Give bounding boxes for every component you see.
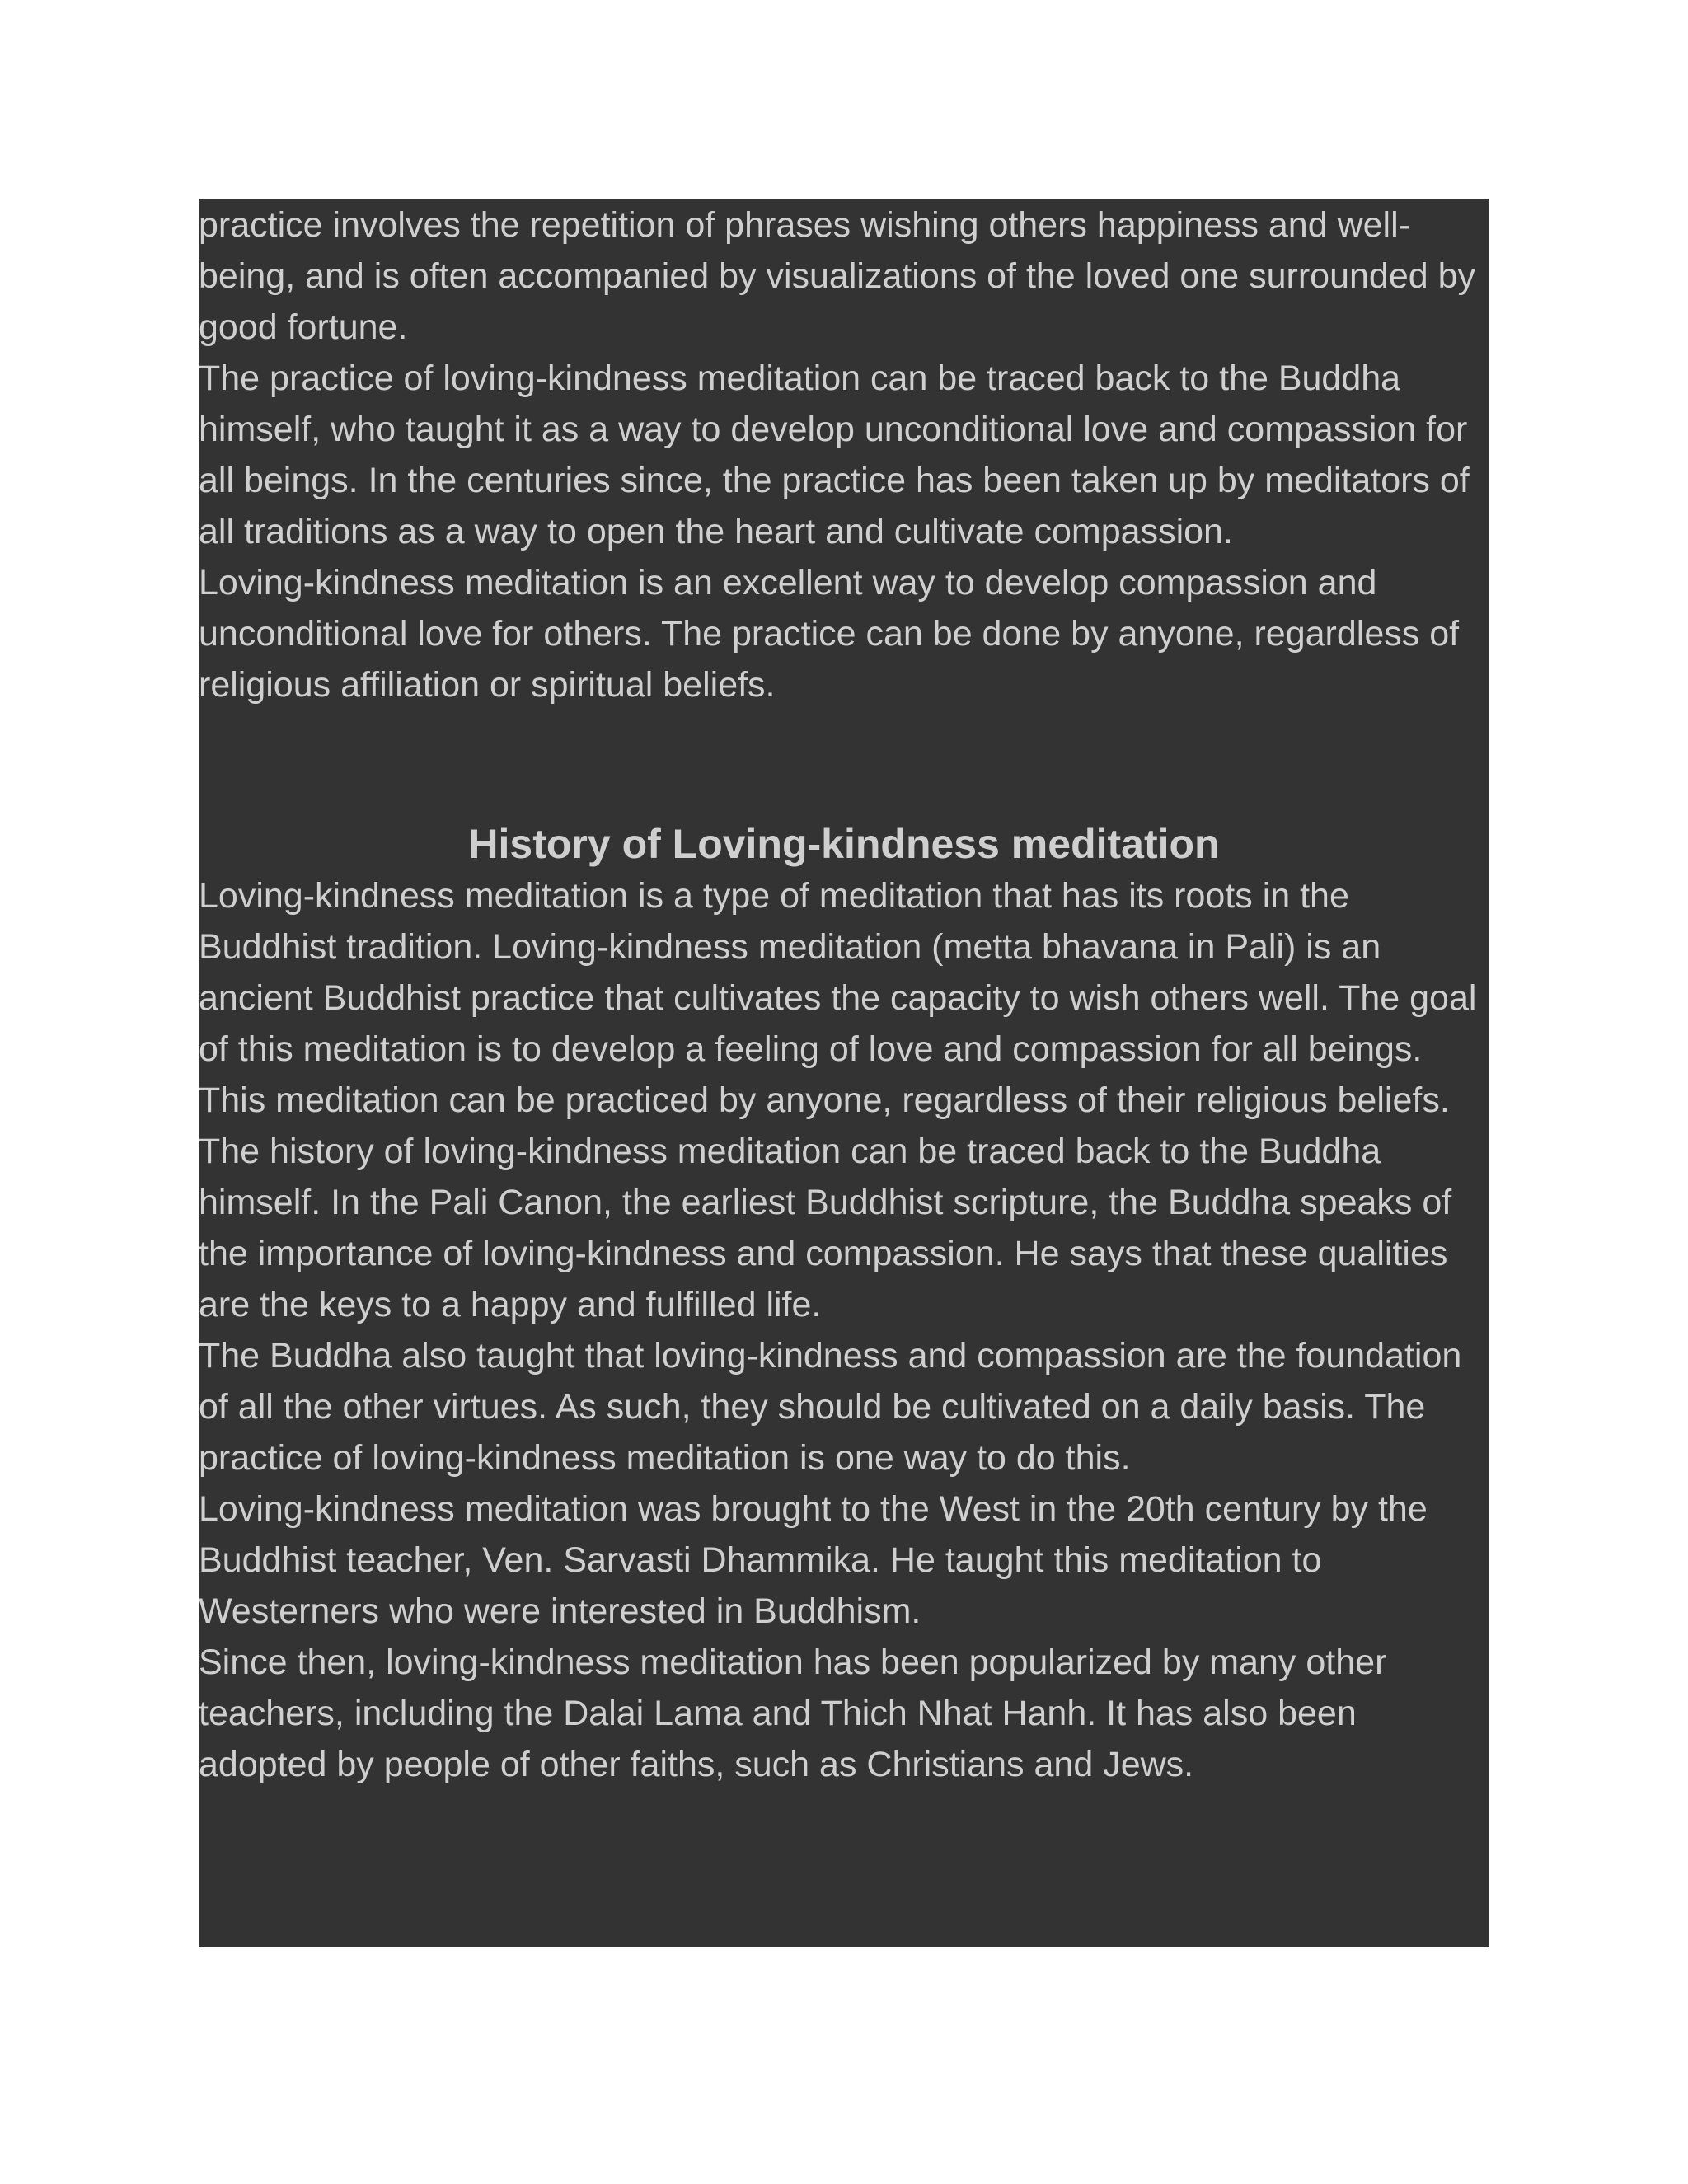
document-text-block (199, 199, 1489, 1947)
section-heading: History of Loving-kindness meditation (468, 821, 1220, 867)
section-paragraph-1: Loving-kindness meditation is a type of meditation that has its roots in the Buddhist tradition. Loving-kindness meditation (metta bhavana in Pali) is an ancient Buddhist practice that cultivates the capacity to wish others well. The goal of this meditation is to develop a feeling of love and compassion for all beings. This meditation can be practiced by anyone, regardless of their religious beliefs. (199, 876, 1477, 1120)
section-paragraph-4: Loving-kindness meditation was brought to the West in the 20th century by the Buddhist teacher, Ven. Sarvasti Dhammika. He taught this meditation to Westerners who were interested in Buddhism. (199, 1489, 1428, 1631)
section-paragraph-5: Since then, loving-kindness meditation has been popularized by many other teachers, including the Dalai Lama and Thich Nhat Hanh. It has also been adopted by people of other faiths, such as Christians and Jews. (199, 1643, 1387, 1784)
intro-paragraph-2: The practice of loving-kindness meditation can be traced back to the Buddha himself, who taught it as a way to develop unconditional love and compassion for all beings. In the centuries since, the practice has been taken up by meditators of all traditions as a way to open the heart and cultivate compassion. (199, 359, 1470, 551)
section-spacer (199, 710, 1489, 813)
intro-paragraph-3: Loving-kindness meditation is an excellent way to develop compassion and unconditional love for others. The practice can be done by anyone, regardless of religious affiliation or spiritual beliefs. (199, 563, 1460, 705)
section-paragraph-3: The Buddha also taught that loving-kindness and compassion are the foundation of all the other virtues. As such, they should be cultivated on a daily basis. The practice of loving-kindness meditation is one way to do this. (199, 1336, 1462, 1478)
intro-paragraph-1: practice involves the repetition of phrases wishing others happiness and well-being, and is often accompanied by visualizations of the loved one surrounded by good fortune. (199, 205, 1476, 347)
section-paragraph-2: The history of loving-kindness meditation can be traced back to the Buddha himself. In the Pali Canon, the earliest Buddhist scripture, the Buddha speaks of the importance of loving-kindness and compassion. He says that these qualities are the keys to a happy and fulfilled life. (199, 1132, 1452, 1324)
